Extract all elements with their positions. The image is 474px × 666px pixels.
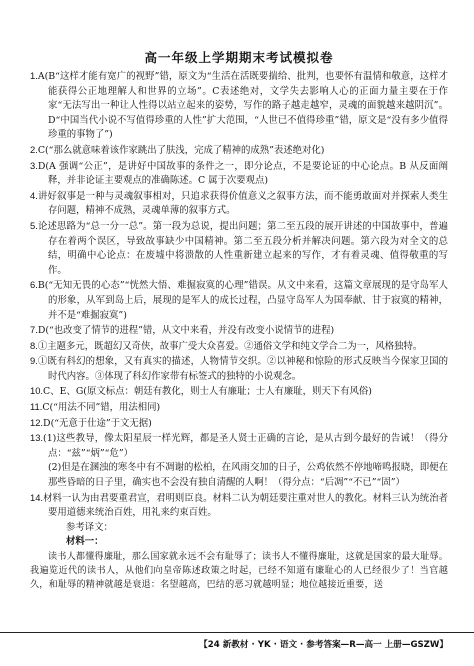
item-text: ①主题多元，既超幻又奇侠，故事广受大众喜爱。②通俗文学和纯文学合二为一，风格独特。 — [37, 340, 423, 352]
answer-item — [30, 384, 448, 400]
answer-item — [30, 416, 448, 432]
item-number: 4. — [30, 189, 38, 201]
answer-item — [30, 189, 448, 219]
item-text: C、E、G(原文标点：朝廷有教化，则士人有廉耻；士人有廉耻，则天下有风俗) — [43, 386, 372, 398]
item-text: D(“无意于仕途”于文无据) — [43, 417, 152, 429]
item-text: C(“那么就意味着该作家跳出了肤浅，完成了精神的成熟”表述绝对化) — [37, 144, 325, 156]
item-13-part-1: (1)这些教导，像太阳星辰一样光辉，都是圣人贤士正确的言论，是从古到今最好的告诫！（得分点：“兹”“炳”“危”） — [43, 433, 448, 459]
translation-paragraph: 读书人都懂得廉耻，那么国家就永远不会有耻辱了；读书人不懂得廉耻，这就是国家的最大耻辱。我遍览近代的读书人，从他们向皇帝陈述政策之时起，已经不知道有廉耻心的人已经很少了！当官越久，和耻辱的精神就越是衰退：名望越高，巴结的恶习就越明显；地位越接近重要，送 — [30, 552, 448, 591]
item-number: 1. — [30, 70, 38, 81]
item-text: D(“也改变了情节的进程”错，从文中来看，并没有改变小说情节的进程) — [37, 325, 335, 337]
answer-item — [30, 69, 448, 143]
item-text: ①既有科幻的想象，又有真实的描述，人物情节交织。②以神秘和惊险的形式反映当今保家卫国的时代内容。③体现了科幻作家带有标签式的独特的小说观念。 — [37, 356, 448, 382]
item-number: 5. — [30, 219, 38, 231]
answer-item — [30, 400, 448, 416]
item-number: 10. — [30, 385, 44, 397]
answer-item-14 — [30, 491, 448, 521]
answer-item — [30, 143, 448, 159]
answer-item — [30, 323, 448, 339]
item-text: B(“无知无畏的心态”“恍然大悟、难掘寂寞的心理”错误。从文中来看，这篇文章展现的是守岛军人的形象，从军到岛上后，展现的是军人的成长过程，凸显守岛军人为国奉献、甘于寂寞的精神，并不是“难掘寂寞”) — [37, 280, 448, 321]
item-14-text: 材料一认为由君要重君宣，君明则臣良。材料二认为朝廷要注重对世人的教化。材料三认为统治者要用道德来统治百姓，用礼来约束百姓。 — [43, 492, 448, 519]
item-text: C(“用法不同”错，用法相同) — [42, 402, 161, 414]
item-number: 9. — [30, 355, 38, 367]
answer-item — [30, 159, 448, 189]
footer-rule — [0, 632, 474, 650]
answer-list — [30, 69, 448, 431]
item-number: 11. — [30, 401, 43, 413]
item-number: 13. — [30, 432, 44, 444]
item-text: A(B“这样才能有宽广的视野”错，原文为“生活在活既要揣给、批判，也要怀有温情和敬意，这样才能获得公正地理解人和世界的立场”。C表述绝对，文学失去影响人心的正面力量主要在于作家“无法写出一种让人性得以站立起来的姿势，写作的路子越走越窄，灵魂的面貌越来越阴沉”。D“中国当代小说不写值得珍重的人性”扩大范围，“人世已不值得珍重”错，原文是“没有多少值得珍重的事物了”) — [37, 71, 448, 141]
footer-label: 【24 新教材 · YK · 语文 · 参考答案—R—高一 上册—GSZW】 — [199, 640, 448, 650]
item-number: 8. — [30, 339, 38, 351]
answer-item — [30, 219, 448, 278]
answer-item-13 — [30, 431, 448, 461]
item-number: 12. — [30, 416, 44, 428]
item-number: 3. — [30, 159, 38, 171]
item-number: 14. — [30, 491, 44, 503]
answer-item — [30, 354, 448, 384]
item-13-part-2: (2)但是在溷浊的寒冬中有不凋谢的松柏，在风雨交加的日子，公鸡依然不停地啼鸣报晓，即便在那些昏暗的日子里，确实也不会没有独自清醒的人啊！（得分点：“后凋”“不已”“固”） — [48, 462, 448, 489]
item-text: 讲好叙事是一种与灵魂叙事相对，只追求获得价值意义之叙事方法，而不能勇敢面对并探索人类生存问题，精神不成熟，灵魂单薄的叙事方式。 — [37, 190, 448, 217]
reference-translation-heading: 参考译文： — [66, 521, 113, 533]
item-text: 论述思路为“总一分一总”。第一段为总说，提出问题；第二至五段的展开讲述的中国故事中，普遍存在着两个误区，导致故事缺少中国精神。第二至五段分析并解决问题。第六段为对全文的总结，明确中心论点：在废墟中将溃散的人性重新建立起来的写作，才有着灵魂、值得敬重的写作。 — [37, 220, 448, 276]
answer-item — [30, 339, 448, 355]
item-number: 6. — [30, 279, 38, 291]
page-title: 高一年级上学期期末考试模拟卷 — [144, 50, 334, 65]
item-number: 2. — [30, 143, 38, 155]
item-number: 7. — [30, 324, 38, 336]
item-text: D(A 强调“公正”，是讲好中国故事的条件之一，即分论点，不是要论证的中心论点。B 从反面阐释，并非论证主要观点的准确陈述。C 属于次要观点) — [37, 160, 448, 187]
answer-item — [30, 278, 448, 323]
material-1-heading: 材料一： — [66, 536, 104, 548]
